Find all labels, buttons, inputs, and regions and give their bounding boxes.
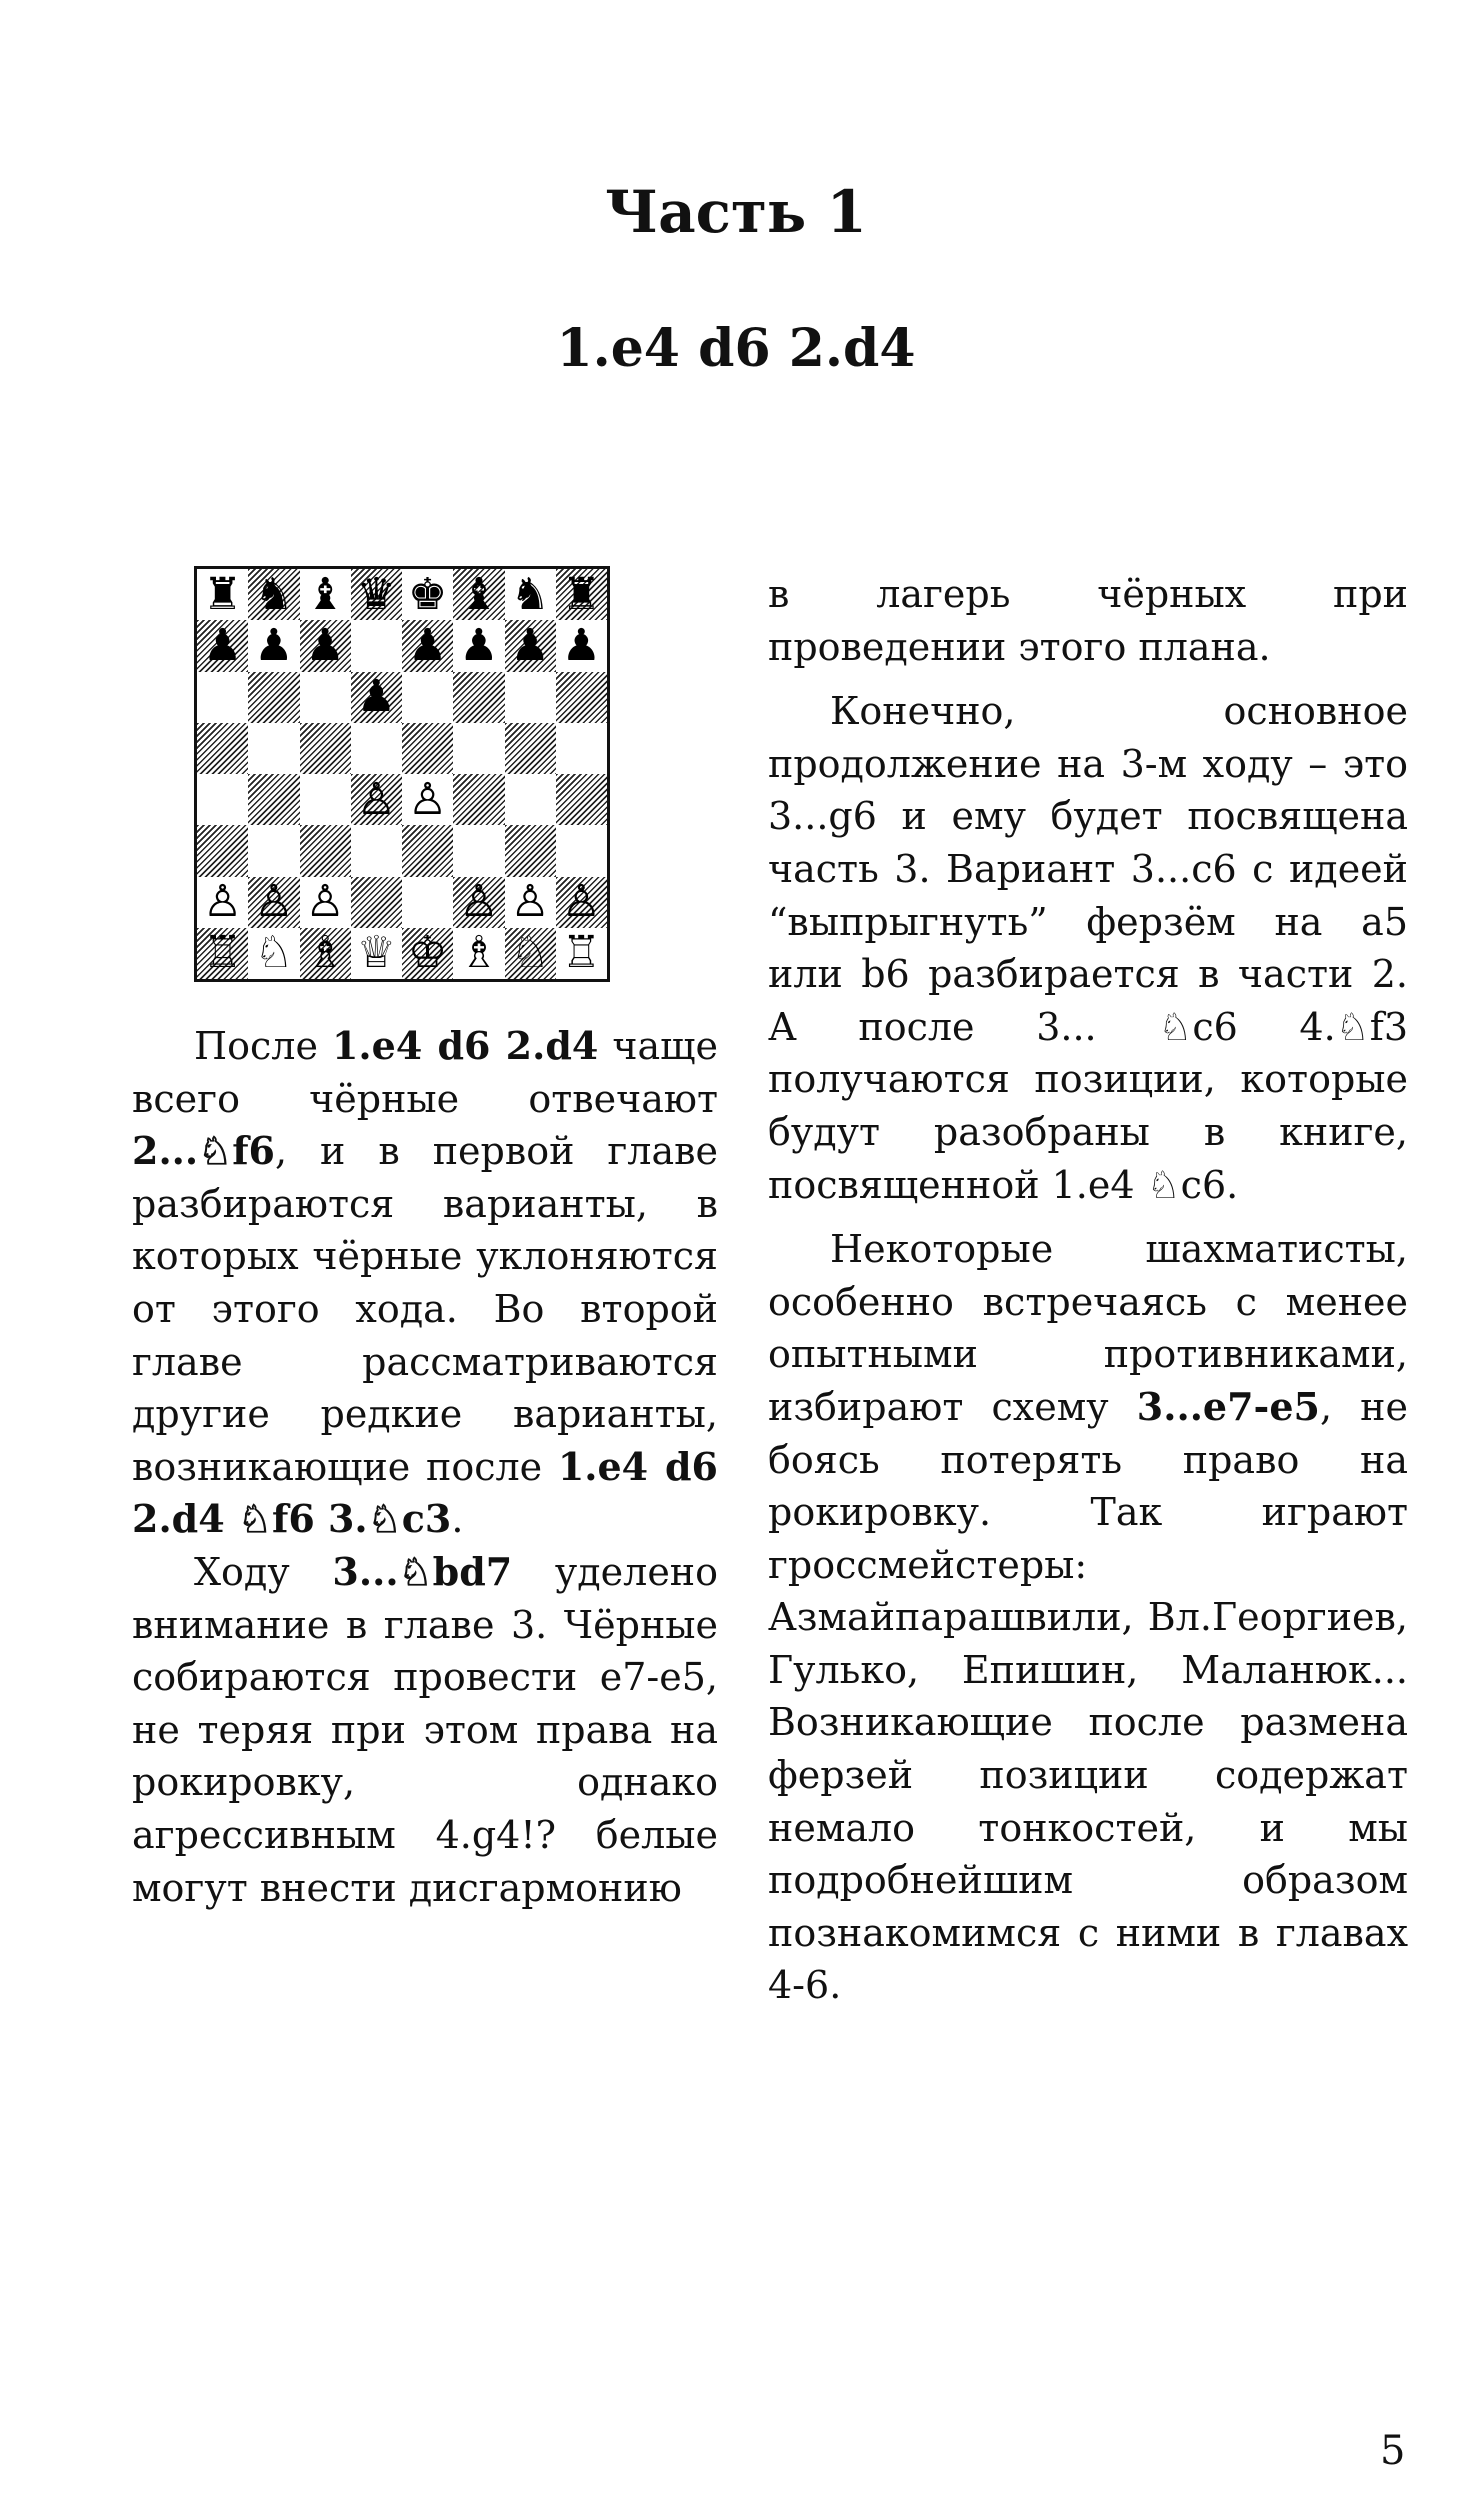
chess-piece-icon: ♙ (305, 876, 345, 928)
square-g3 (505, 825, 556, 876)
chess-piece-icon: ♙ (459, 876, 499, 928)
paragraph-continued: в лагерь чёрных при проведении этого плана. (768, 572, 1408, 669)
square-e3 (402, 825, 453, 876)
square-d5 (351, 723, 402, 774)
paragraph-bd7 (132, 1546, 718, 1914)
square-h5 (556, 723, 607, 774)
chess-piece-icon: ♙ (254, 876, 294, 928)
chess-piece-icon: ♜ (202, 568, 243, 620)
square-g6 (505, 672, 556, 723)
text-run: чаще всего чёрные отвечают (132, 1024, 718, 1121)
left-column (132, 1020, 718, 1914)
square-e5 (402, 723, 453, 774)
square-e7 (402, 620, 453, 671)
part-subtitle: 1.e4 d6 2.d4 (556, 318, 916, 379)
square-d2 (351, 877, 402, 928)
chess-piece-icon: ♙ (561, 876, 602, 928)
chess-piece-icon: ♔ (407, 927, 448, 979)
square-b6 (248, 672, 299, 723)
square-f7 (453, 620, 504, 671)
square-c6 (300, 672, 351, 723)
square-b3 (248, 825, 299, 876)
chess-piece-icon: ♙ (202, 876, 243, 928)
square-f3 (453, 825, 504, 876)
square-a8 (197, 569, 248, 620)
bold-move: 1.e4 d6 2.d4 (331, 1023, 599, 1068)
square-a4 (197, 774, 248, 825)
square-d6 (351, 672, 402, 723)
chess-piece-icon: ♖ (202, 927, 243, 979)
square-a2 (197, 877, 248, 928)
chess-piece-icon: ♟ (459, 619, 499, 671)
square-b2 (248, 877, 299, 928)
square-c3 (300, 825, 351, 876)
square-h4 (556, 774, 607, 825)
chess-piece-icon: ♝ (305, 568, 345, 620)
bold-move: 1.e4 d6 2.d4 ♘f6 3.♘c3 (132, 1443, 718, 1542)
chess-piece-icon: ♝ (459, 568, 499, 620)
square-c7 (300, 620, 351, 671)
chess-piece-icon: ♘ (254, 927, 294, 979)
chess-piece-icon: ♟ (510, 619, 550, 671)
part-title: Часть 1 (605, 178, 867, 246)
chess-piece-icon: ♟ (254, 619, 294, 671)
square-g7 (505, 620, 556, 671)
square-h6 (556, 672, 607, 723)
chess-piece-icon: ♞ (254, 568, 294, 620)
square-a3 (197, 825, 248, 876)
square-b1 (248, 928, 299, 979)
square-e8 (402, 569, 453, 620)
square-h7 (556, 620, 607, 671)
chess-piece-icon: ♚ (407, 568, 448, 620)
text-run: После (194, 1024, 332, 1068)
square-f4 (453, 774, 504, 825)
chess-piece-icon: ♙ (510, 876, 550, 928)
square-f6 (453, 672, 504, 723)
square-h1 (556, 928, 607, 979)
square-f5 (453, 723, 504, 774)
square-f1 (453, 928, 504, 979)
text-run: Некоторые шахматисты, особенно встречаясь с менее опытными противниками, избирают схему (768, 1227, 1408, 1429)
square-c4 (300, 774, 351, 825)
right-column (768, 568, 1408, 2012)
square-a1 (197, 928, 248, 979)
chess-piece-icon: ♗ (305, 927, 345, 979)
paragraph-e7e5 (768, 1223, 1408, 2012)
chess-piece-icon: ♟ (305, 619, 345, 671)
chess-piece-icon: ♘ (510, 927, 550, 979)
square-g1 (505, 928, 556, 979)
square-e2 (402, 877, 453, 928)
chess-piece-icon: ♙ (356, 773, 397, 825)
page-number: 5 (1380, 2428, 1406, 2474)
chess-piece-icon: ♗ (459, 927, 499, 979)
chess-piece-icon: ♞ (510, 568, 550, 620)
square-a6 (197, 672, 248, 723)
square-b4 (248, 774, 299, 825)
chess-piece-icon: ♟ (202, 619, 243, 671)
square-f8 (453, 569, 504, 620)
bold-move: 3...♘bd7 (332, 1548, 513, 1594)
square-g4 (505, 774, 556, 825)
square-h8 (556, 569, 607, 620)
chess-piece-icon: ♛ (356, 568, 397, 620)
chess-piece-icon: ♕ (356, 927, 397, 979)
square-b7 (248, 620, 299, 671)
chess-piece-icon: ♟ (561, 619, 602, 671)
chess-piece-icon: ♙ (407, 773, 448, 825)
square-f2 (453, 877, 504, 928)
chess-piece-icon: ♟ (407, 619, 448, 671)
square-d1 (351, 928, 402, 979)
text-run: уделено внимание в главе 3. Чёрные собираются провести е7-е5, не теряя при этом права на рокировку, однако агрессивным 4.g4!? белые могут внести дисгармонию (132, 1549, 719, 1910)
square-c8 (300, 569, 351, 620)
chess-diagram (194, 566, 610, 982)
text-run: , и в первой главе разбираются варианты, в которых чёрные уклоняются от этого хода. Во второй главе рассматриваются другие редкие варианты, возникающие после (132, 1129, 718, 1489)
bold-move: 2...♘f6 (132, 1128, 275, 1174)
text-run: , не боясь потерять право на рокировку. Так играют гроссмейстеры: Азмайпарашвили, Вл.Георгиев, Гулько, Епишин, Маланюк... Возникающие после размена ферзей позиции содержат немало тонкостей, и мы подробнейшим образом познакомимся с ними в главах 4-6. (768, 1384, 1408, 2008)
square-c2 (300, 877, 351, 928)
bold-move: 3...e7-e5 (1136, 1383, 1320, 1429)
square-a5 (197, 723, 248, 774)
square-h2 (556, 877, 607, 928)
chess-piece-icon: ♖ (561, 927, 602, 979)
paragraph-main-line: Конечно, основное продолжение на 3-м ходу – это 3...g6 и ему будет посвящена часть 3. Вариант 3...c6 с идеей “выпрыгнуть” ферзём на а5 или b6 разбирается в части 2. А после 3... ♘c6 4.♘f3 получаются позиции, которые будут разобраны в книге, посвященной 1.e4 ♘c6. (768, 689, 1408, 1207)
square-h3 (556, 825, 607, 876)
text-run: . (451, 1497, 464, 1542)
square-d4 (351, 774, 402, 825)
square-g8 (505, 569, 556, 620)
square-e6 (402, 672, 453, 723)
paragraph-intro (132, 1020, 718, 1546)
square-c1 (300, 928, 351, 979)
square-c5 (300, 723, 351, 774)
square-a7 (197, 620, 248, 671)
chess-piece-icon: ♜ (561, 568, 602, 620)
square-e4 (402, 774, 453, 825)
chess-piece-icon: ♟ (356, 671, 397, 723)
square-b5 (248, 723, 299, 774)
square-g2 (505, 877, 556, 928)
square-d7 (351, 620, 402, 671)
square-e1 (402, 928, 453, 979)
text-run: Ходу (194, 1549, 333, 1594)
square-b8 (248, 569, 299, 620)
square-g5 (505, 723, 556, 774)
square-d3 (351, 825, 402, 876)
square-d8 (351, 569, 402, 620)
